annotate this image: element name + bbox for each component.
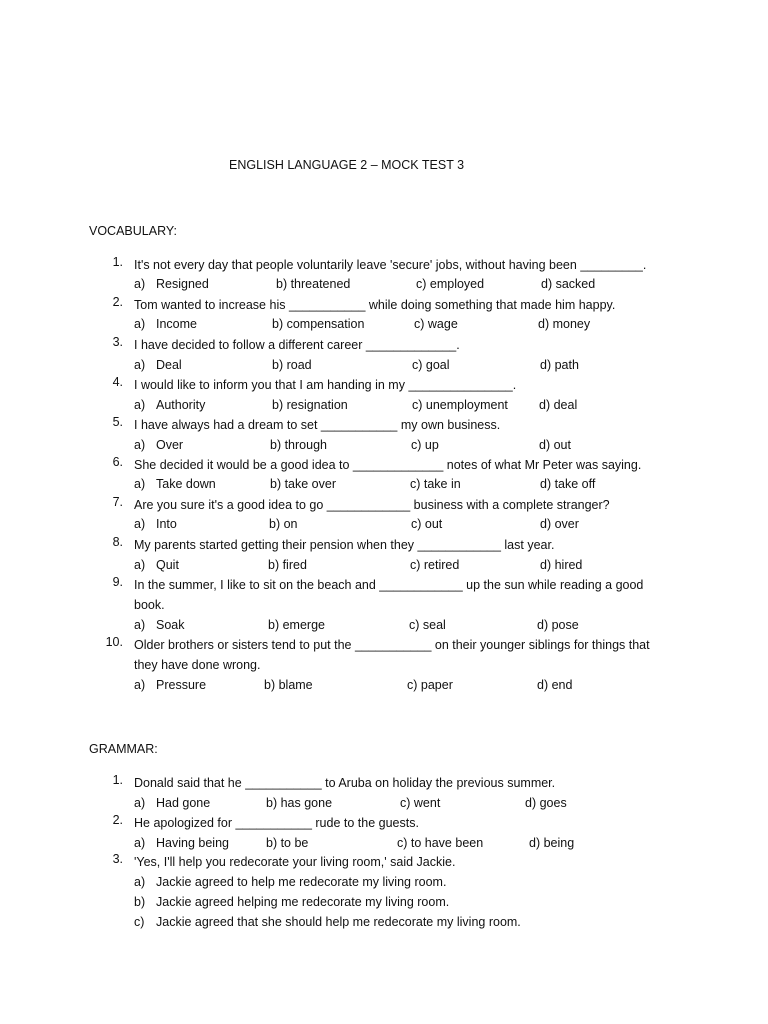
question-number: 1. — [112, 255, 123, 269]
option-d: d) goes — [525, 796, 567, 810]
choice-b: Jackie agreed helping me redecorate my living room. — [156, 895, 450, 909]
option-a: Into — [156, 517, 177, 531]
option-b: b) threatened — [276, 277, 351, 291]
option-c: c) wage — [414, 317, 458, 331]
question-number: 8. — [112, 535, 123, 549]
option-c: c) take in — [410, 477, 461, 491]
option-a: Authority — [156, 398, 206, 412]
answer-choice — [0, 912, 768, 932]
question-number: 4. — [112, 375, 123, 389]
option-c: c) to have been — [397, 836, 484, 850]
option-d: d) deal — [539, 398, 578, 412]
option-a: Over — [156, 438, 184, 452]
answer-options — [0, 675, 768, 695]
question-stem — [134, 813, 674, 833]
option-a: Having being — [156, 836, 229, 850]
option-a-letter: a) — [134, 678, 146, 692]
question-stem — [134, 575, 674, 615]
question-text: Older brothers or sisters tend to put the ___________ on their younger siblings for things that — [134, 638, 650, 652]
option-a-letter: a) — [134, 277, 146, 291]
question-text: He apologized for ___________ rude to the guests. — [134, 816, 419, 830]
answer-options — [0, 395, 768, 415]
question-number: 2. — [112, 813, 123, 827]
question-stem — [134, 375, 674, 395]
option-a-letter: a) — [134, 618, 146, 632]
option-a: Resigned — [156, 277, 209, 291]
option-b: b) road — [272, 358, 312, 372]
option-b: b) take over — [270, 477, 337, 491]
question-stem — [134, 852, 674, 872]
option-a: Deal — [156, 358, 182, 372]
option-c: c) unemployment — [412, 398, 508, 412]
question-number: 5. — [112, 415, 123, 429]
question-number: 6. — [112, 455, 123, 469]
option-b: b) on — [269, 517, 298, 531]
question-stem — [134, 415, 674, 435]
answer-options — [0, 435, 768, 455]
answer-options — [0, 615, 768, 635]
answer-options — [0, 555, 768, 575]
option-a-letter: a) — [134, 358, 146, 372]
question-text: She decided it would be a good idea to _____________ notes of what Mr Peter was saying. — [134, 458, 642, 472]
question-number: 3. — [112, 335, 123, 349]
answer-choice — [0, 872, 768, 892]
question-stem — [134, 495, 674, 515]
question-text: My parents started getting their pension when they ____________ last year. — [134, 538, 555, 552]
option-b: b) blame — [264, 678, 313, 692]
option-c: c) up — [411, 438, 439, 452]
option-b: b) fired — [268, 558, 307, 572]
question-stem — [134, 335, 674, 355]
option-d: d) end — [537, 678, 573, 692]
question-text: Donald said that he ___________ to Aruba on holiday the previous summer. — [134, 776, 556, 790]
option-d: d) pose — [537, 618, 579, 632]
option-a-letter: a) — [134, 438, 146, 452]
option-a-letter: a) — [134, 398, 146, 412]
option-a: Income — [156, 317, 197, 331]
vocabulary-heading: VOCABULARY: — [89, 224, 178, 238]
option-b: b) has gone — [266, 796, 333, 810]
question-number: 1. — [112, 773, 123, 787]
option-a: Pressure — [156, 678, 207, 692]
choice-a: Jackie agreed to help me redecorate my living room. — [156, 875, 447, 889]
question-text: I would like to inform you that I am handing in my _______________. — [134, 378, 517, 392]
question-text: It's not every day that people voluntarily leave 'secure' jobs, without having been _________. — [134, 258, 647, 272]
question-text: I have always had a dream to set ___________ my own business. — [134, 418, 501, 432]
option-c: c) employed — [416, 277, 485, 291]
question-stem — [134, 295, 674, 315]
answer-options — [0, 314, 768, 334]
option-d: d) sacked — [541, 277, 596, 291]
choice-c: Jackie agreed that she should help me redecorate my living room. — [156, 915, 521, 929]
answer-options — [0, 793, 768, 813]
option-c: c) retired — [410, 558, 460, 572]
option-b: b) to be — [266, 836, 309, 850]
question-stem — [134, 455, 674, 475]
option-d: d) out — [539, 438, 571, 452]
question-number: 2. — [112, 295, 123, 309]
option-d: d) hired — [540, 558, 583, 572]
option-b: b) emerge — [268, 618, 325, 632]
grammar-heading: GRAMMAR: — [89, 742, 158, 756]
question-number: 10. — [105, 635, 123, 649]
option-a: Take down — [156, 477, 216, 491]
question-stem — [134, 773, 674, 793]
option-d: d) take off — [540, 477, 596, 491]
question-number: 7. — [112, 495, 123, 509]
option-b: b) resignation — [272, 398, 348, 412]
option-c: c) goal — [412, 358, 450, 372]
option-d: d) over — [540, 517, 579, 531]
answer-options — [0, 474, 768, 494]
question-stem — [134, 255, 674, 275]
option-a-letter: a) — [134, 836, 146, 850]
question-number: 3. — [112, 852, 123, 866]
question-text: Are you sure it's a good idea to go ____________ business with a complete stranger? — [134, 498, 610, 512]
choice-a-letter: a) — [134, 875, 146, 889]
option-a: Soak — [156, 618, 185, 632]
option-a: Had gone — [156, 796, 211, 810]
option-a-letter: a) — [134, 317, 146, 331]
document-title: ENGLISH LANGUAGE 2 – MOCK TEST 3 — [229, 158, 465, 172]
option-d: d) path — [540, 358, 579, 372]
question-text: they have done wrong. — [134, 658, 261, 672]
answer-options — [0, 514, 768, 534]
question-text: I have decided to follow a different career _____________. — [134, 338, 460, 352]
option-a-letter: a) — [134, 517, 146, 531]
option-d: d) money — [538, 317, 591, 331]
question-text: 'Yes, I'll help you redecorate your living room,' said Jackie. — [134, 855, 456, 869]
option-a-letter: a) — [134, 477, 146, 491]
option-c: c) seal — [409, 618, 446, 632]
option-a: Quit — [156, 558, 179, 572]
option-c: c) paper — [407, 678, 453, 692]
option-a-letter: a) — [134, 558, 146, 572]
answer-options — [0, 833, 768, 853]
option-c: c) out — [411, 517, 443, 531]
option-b: b) compensation — [272, 317, 365, 331]
choice-c-letter: c) — [134, 915, 145, 929]
option-b: b) through — [270, 438, 327, 452]
option-c: c) went — [400, 796, 441, 810]
answer-choice — [0, 892, 768, 912]
question-text: Tom wanted to increase his ___________ while doing something that made him happy. — [134, 298, 616, 312]
question-stem — [134, 635, 674, 675]
answer-options — [0, 274, 768, 294]
choice-b-letter: b) — [134, 895, 146, 909]
question-text: In the summer, I like to sit on the beach and ____________ up the sun while reading a good — [134, 578, 644, 592]
answer-options — [0, 355, 768, 375]
question-text: book. — [134, 598, 165, 612]
option-a-letter: a) — [134, 796, 146, 810]
option-d: d) being — [529, 836, 575, 850]
question-stem — [134, 535, 674, 555]
question-number: 9. — [112, 575, 123, 589]
